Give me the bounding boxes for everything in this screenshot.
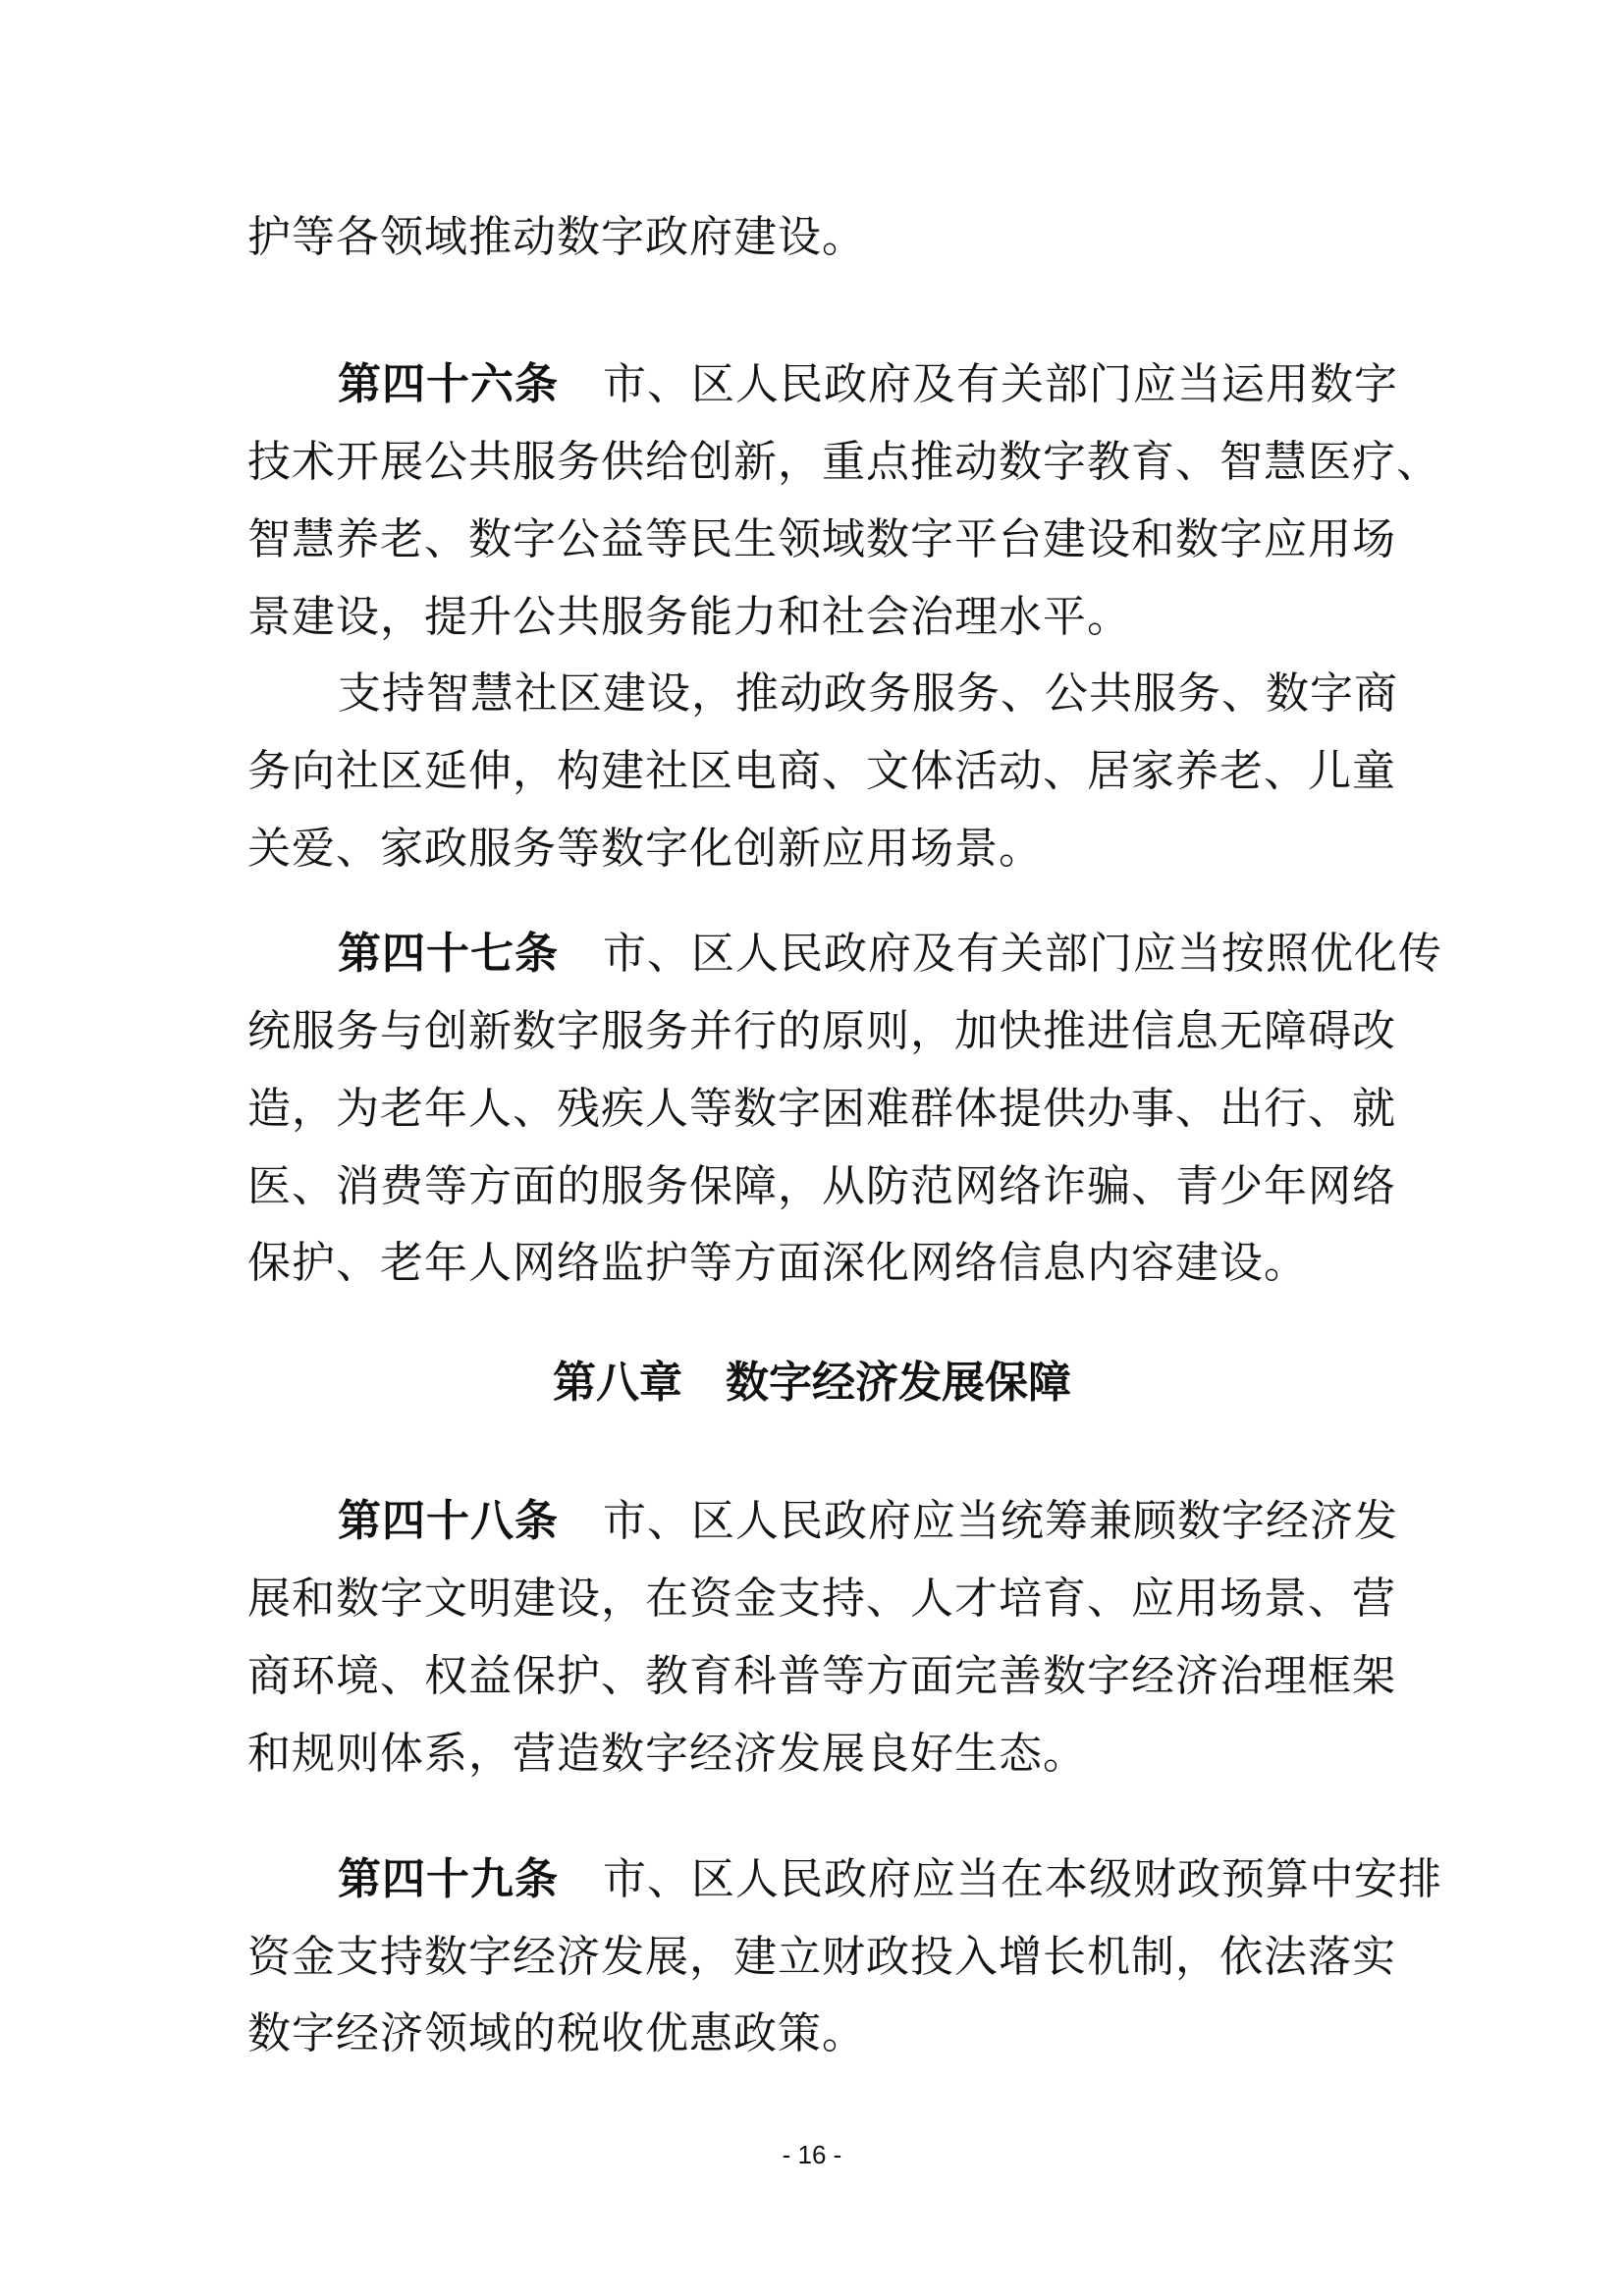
article-48-first-line	[338, 1492, 1398, 1551]
page-number: - 16 -	[782, 2140, 842, 2169]
paragraph-line: 智慧养老、数字公益等民生领域数字平台建设和数字应用场	[247, 514, 1396, 564]
paragraph-line: 造，为老年人、残疾人等数字困难群体提供办事、出行、就	[247, 1084, 1396, 1134]
paragraph-line: 和规则体系，营造数字经济发展良好生态。	[247, 1729, 1087, 1779]
paragraph-line: 技术开展公共服务供给创新，重点推动数字教育、智慧医疗、	[247, 437, 1440, 487]
paragraph-line: 护等各领域推动数字政府建设。	[247, 212, 866, 262]
article-49-label: 第四十九条	[338, 1854, 559, 1904]
article-47-text: 市、区人民政府及有关部门应当按照优化传	[603, 929, 1442, 979]
article-49-first-line	[338, 1850, 1442, 1909]
article-46-text: 市、区人民政府及有关部门应当运用数字	[603, 359, 1398, 409]
article-46-label: 第四十六条	[338, 359, 559, 409]
paragraph-line: 资金支持数字经济发展，建立财政投入增长机制，依法落实	[247, 1932, 1396, 1982]
article-46-first-line	[338, 355, 1398, 414]
paragraph-line: 展和数字文明建设，在资金支持、人才培育、应用场景、营	[247, 1574, 1396, 1624]
article-49-text: 市、区人民政府应当在本级财政预算中安排	[603, 1854, 1442, 1904]
paragraph-line: 医、消费等方面的服务保障，从防范网络诈骗、青少年网络	[247, 1161, 1396, 1211]
article-48-label: 第四十八条	[338, 1496, 559, 1546]
paragraph-line: 支持智慧社区建设，推动政务服务、公共服务、数字商	[338, 668, 1398, 719]
article-47-first-line	[338, 925, 1442, 984]
paragraph-line: 景建设，提升公共服务能力和社会治理水平。	[247, 592, 1131, 642]
paragraph-line: 关爱、家政服务等数字化创新应用场景。	[247, 824, 1043, 874]
paragraph-line: 统服务与创新数字服务并行的原则，加快推进信息无障碍改	[247, 1006, 1396, 1056]
paragraph-line: 务向社区延伸，构建社区电商、文体活动、居家养老、儿童	[247, 746, 1396, 796]
paragraph-line: 数字经济领域的税收优惠政策。	[247, 2008, 866, 2058]
chapter-heading: 第八章 数字经济发展保障	[553, 1358, 1071, 1408]
article-48-text: 市、区人民政府应当统筹兼顾数字经济发	[603, 1496, 1398, 1546]
article-47-label: 第四十七条	[338, 929, 559, 979]
paragraph-line: 商环境、权益保护、教育科普等方面完善数字经济治理框架	[247, 1651, 1396, 1701]
paragraph-line: 保护、老年人网络监护等方面深化网络信息内容建设。	[247, 1238, 1308, 1288]
